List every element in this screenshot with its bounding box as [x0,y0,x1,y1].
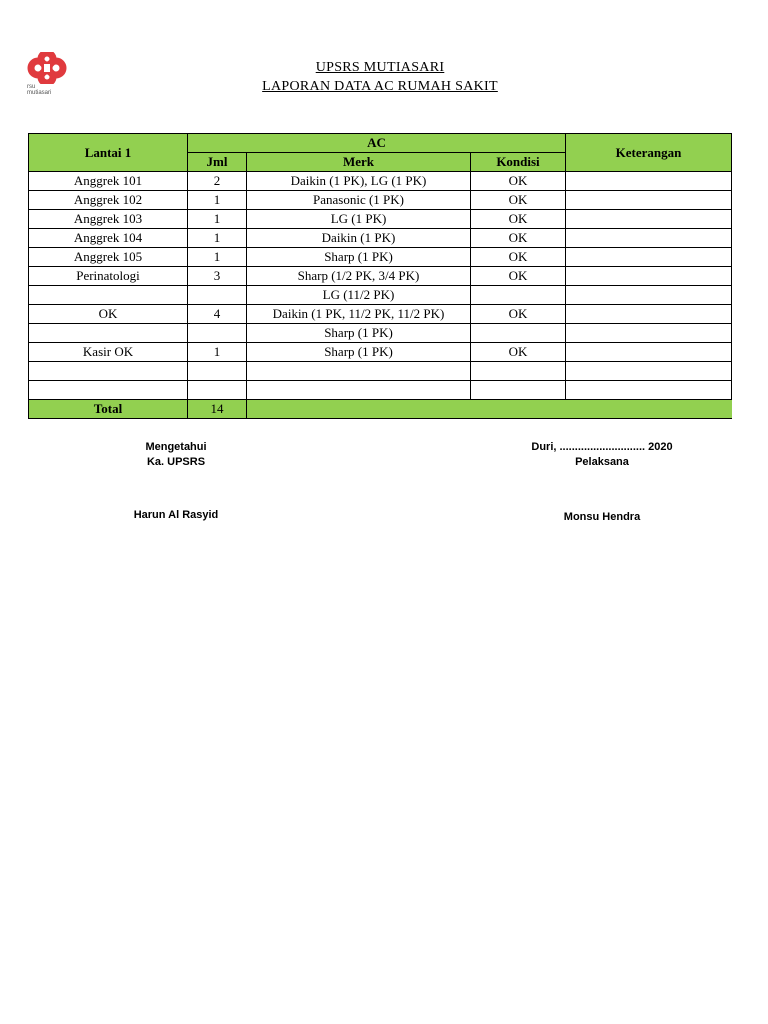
hospital-logo [27,52,71,102]
cell-condition [471,286,566,305]
cell-notes [566,286,732,305]
report-org-title: UPSRS MUTIASARI [315,60,445,75]
red-cross-icon [27,52,67,84]
cell-notes [566,267,732,286]
cell-notes [566,172,732,191]
table-row [29,324,732,343]
cell-room [29,381,188,400]
cell-notes [566,381,732,400]
signature-right-name: Monsu Hendra [563,511,641,523]
cell-count [188,381,247,400]
cell-room: Perinatologi [29,267,188,286]
cell-room: Anggrek 105 [29,248,188,267]
table-row [29,191,732,210]
cell-brand: Daikin (1 PK), LG (1 PK) [247,172,471,191]
cell-brand: Daikin (1 PK, 11/2 PK, 11/2 PK) [247,305,471,324]
cell-count [188,362,247,381]
cell-count: 3 [188,267,247,286]
cell-count: 1 [188,229,247,248]
cell-condition: OK [471,191,566,210]
cell-room: OK [29,305,188,324]
cell-room [29,362,188,381]
ac-data-table [28,133,732,419]
cell-brand: Sharp (1/2 PK, 3/4 PK) [247,267,471,286]
cell-notes [566,305,732,324]
cell-notes [566,343,732,362]
table-row [29,343,732,362]
cell-count: 2 [188,172,247,191]
total-label: Total [29,400,188,419]
table-row [29,286,732,305]
cell-brand [247,381,471,400]
logo-text [27,84,71,96]
cell-room: Anggrek 102 [29,191,188,210]
header-notes: Keterangan [566,134,732,172]
cell-brand: Panasonic (1 PK) [247,191,471,210]
cell-brand: Daikin (1 PK) [247,229,471,248]
cell-brand [247,362,471,381]
table-row [29,210,732,229]
header-floor: Lantai 1 [29,134,188,172]
cell-condition: OK [471,172,566,191]
cell-brand: Sharp (1 PK) [247,343,471,362]
cell-condition: OK [471,248,566,267]
header-brand: Merk [247,153,471,172]
header-condition: Kondisi [471,153,566,172]
cell-notes [566,229,732,248]
cell-room: Anggrek 101 [29,172,188,191]
cell-notes [566,191,732,210]
signature-right-line1: Duri, ............................ 2020 [531,441,673,453]
table-row [29,381,732,400]
total-value: 14 [188,400,247,419]
cell-notes [566,248,732,267]
cell-room: Kasir OK [29,343,188,362]
cell-count: 1 [188,210,247,229]
cell-count [188,324,247,343]
cell-notes [566,324,732,343]
signature-right [512,440,692,470]
logo-text-line1: rsu [27,84,36,90]
cell-count: 4 [188,305,247,324]
signature-left-line2: Ka. UPSRS [146,456,206,468]
report-title: LAPORAN DATA AC RUMAH SAKIT [262,79,498,94]
cell-room [29,286,188,305]
cell-brand: Sharp (1 PK) [247,248,471,267]
cell-condition: OK [471,305,566,324]
cell-condition: OK [471,229,566,248]
header-ac: AC [188,134,566,153]
cell-condition: OK [471,267,566,286]
signature-left-line1: Mengetahui [145,441,207,453]
cell-brand: LG (1 PK) [247,210,471,229]
cell-count: 1 [188,248,247,267]
table-row [29,305,732,324]
cell-room: Anggrek 104 [29,229,188,248]
cell-condition [471,381,566,400]
cell-count: 1 [188,343,247,362]
table-row [29,172,732,191]
cell-count: 1 [188,191,247,210]
table-header-row [29,134,732,153]
total-filler [247,400,732,419]
signature-left-name: Harun Al Rasyid [133,509,219,521]
cell-notes [566,362,732,381]
table-row [29,267,732,286]
cell-room [29,324,188,343]
signature-right-line2: Pelaksana [575,456,629,468]
header-count: Jml [188,153,247,172]
table-total-row [29,400,732,419]
cell-brand: Sharp (1 PK) [247,324,471,343]
cell-count [188,286,247,305]
cell-notes [566,210,732,229]
cell-condition: OK [471,343,566,362]
logo-text-line2: mutiasari [27,90,52,96]
cell-room: Anggrek 103 [29,210,188,229]
cell-condition [471,324,566,343]
cell-brand: LG (11/2 PK) [247,286,471,305]
table-row [29,248,732,267]
signature-left [110,440,242,470]
cell-condition [471,362,566,381]
cell-condition: OK [471,210,566,229]
table-row [29,362,732,381]
table-row [29,229,732,248]
